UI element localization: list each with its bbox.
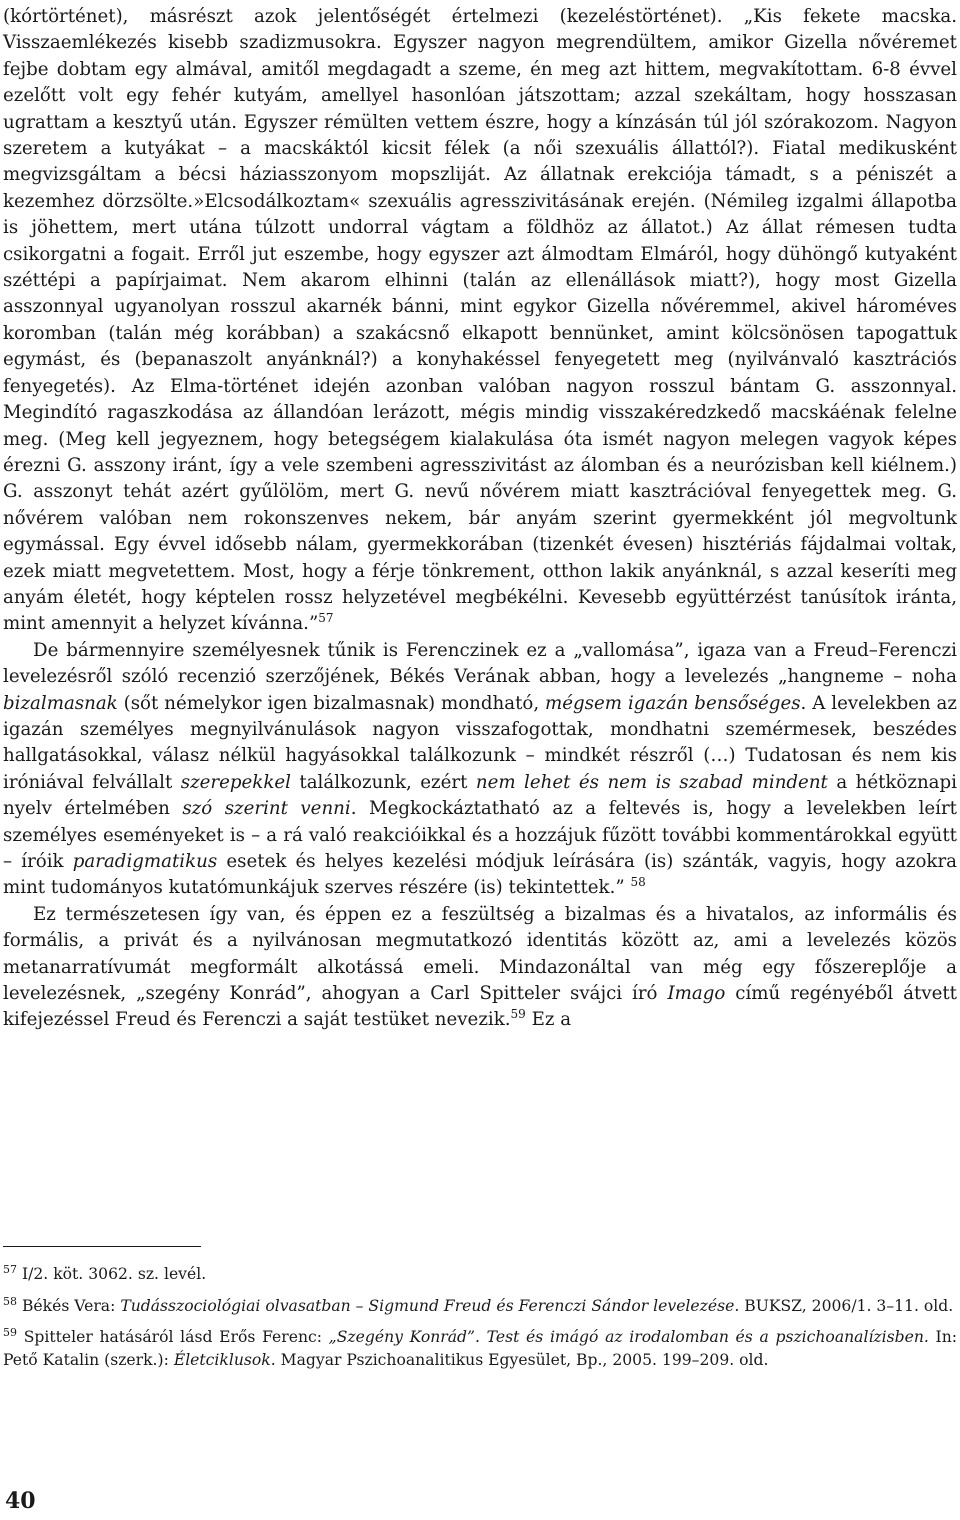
footnote-57	[3, 1263, 957, 1286]
text-run: Ez természetesen így van, és éppen ez a feszültség a bizalmas és a hivatalos, az informális és formális, a privát és a nyilvánosan megmutatkozó identitás között az, ami a levelezés közös metanarratívumát megformált alkotássá emeli. Mindazonáltal van még egy főszereplője a levelezésnek, „szegény Konrád”, ahogyan a Carl Spitteler svájci író	[3, 903, 957, 1005]
paragraph-1	[3, 4, 957, 638]
italic-text: Életciklusok.	[173, 1350, 276, 1369]
text-run: In: Pető Katalin (szerk.):	[3, 1328, 958, 1369]
italic-text: bizalmasnak	[3, 692, 118, 714]
text-run: találkozunk, ezért	[290, 771, 476, 793]
italic-text: „Szegény Konrád”. Test és imágó az irodalomban és a pszichoanalízisben.	[328, 1328, 929, 1346]
italic-text: mégsem igazán bensőséges	[545, 692, 801, 714]
footnote-ref: 59	[510, 1007, 526, 1022]
text-run: I/2. köt. 3062. sz. levél.	[17, 1265, 207, 1283]
text-run: (kórtörténet), másrészt azok jelentőségét értelmezi (kezeléstörténet). „Kis fekete macska. Visszaemlékezés kisebb szadizmusokra. Egyszer nagyon megrendültem, amikor Gizella nővéremet fejbe dobtam egy almával, amitől megdagadt a szeme, én meg azt hittem, megvakítottam. 6-8 évvel ezelőtt volt egy fehér kutyám, amellyel hasonlóan játszottam; azzal szekáltam, hogy hosszasan ugrattam a kesztyű után. Egyszer rémülten vettem észre, hogy a kínzásán túl jól szórakozom. Nagyon szeretem a kutyákat – a macskáktól kicsit félek (a női szexuális állattól?). Fiatal medikusként megvizsgáltam a bécsi háziasszonyom mopszliját. Az állatnak erekciója támadt, s a péniszét a kezemhez dörzsölte.»Elcsodálkoztam« szexuális agresszivitásának erején. (Némileg izgalmi állapotba is jöhettem, mert utána túlzott undorral vágtam a földhöz az állatot.) Az állat rémesen tudta csikorgatni a fogait. Erről jut eszembe, hogy egyszer azt álmodtam Elmáról, hogy dühöngő kutyaként széttépi a papírjaimat. Nem akarom elhinni (talán az ellenállások miatt?), hogy most Gizella asszonnyal ugyanolyan rosszul akarnék bánni, mint egykor Gizella nővéremmel, akivel hároméves koromban (talán még korábban) a szakácsnő elkapott bennünket, amint kölcsönösen tapogattuk egymást, és (bepanaszolt anyánknál?) a konyhakéssel fenyegetett meg (nyilvánvaló kasztrációs fenyegetés). Az Elma-történet idején azonban valóban nagyon rosszul bántam G. asszonnyal. Megindító ragaszkodása az állandóan lerázott, mégis mindig visszakéredzkedő macskáénak felelne meg. (Meg kell jegyeznem, hogy betegségem kialakulása óta ismét nagyon melegen vagyok képes érezni G. asszony iránt, így a vele szembeni agresszivitást az álomban és a neurózisban kell kiélnem.) G. asszonyt tehát azért gyűlölöm, mert G. nevű nővérem miatt kasztrációval fenyegettek meg. G. nővérem valóban nem rokonszenves nekem, bár anyám szerint gyermekként jól megvoltunk egymással. Egy évvel idősebb nálam, gyermekkorában (tizenkét évesen) hisztériás fájdalmai voltak, ezek miatt megvetettem. Most, hogy a férje tönkrement, otthon lakik anyánknál, s azzal keseríti meg anyám életét, hogy képtelen rossz helyzetével megbékélni. Kevesebb együttérzést tanúsítok iránta, mint amennyit a helyzet kívánna.”	[3, 6, 957, 635]
italic-text: szó szerint venni	[182, 798, 351, 820]
footnote-separator	[3, 1246, 201, 1247]
text-run: . A levelekben az igazán személyes megnyilvánulások nagyon visszafogottak, mondhatni szemérmesek, beszédes hallgatásokkal, válasz nélkül hagyásokkal találkozunk – mindkét részről (…) Tudatosan és nem kis iróniával felvállalt	[3, 692, 957, 793]
footnote-58	[3, 1295, 957, 1318]
italic-text: Imago	[667, 983, 726, 1005]
footnote-ref: 57	[3, 1263, 17, 1276]
footnote-ref: 57	[318, 611, 334, 626]
footnote-ref: 58	[630, 875, 646, 890]
italic-text: Tudásszociológiai olvasatban – Sigmund Freud és Ferenczi Sándor levelezése.	[120, 1296, 740, 1315]
footnotes	[3, 1263, 957, 1380]
footnote-ref: 59	[3, 1326, 17, 1339]
paragraph-2	[3, 638, 957, 902]
text-run: Ez a	[525, 1009, 572, 1031]
paragraph-3	[3, 902, 957, 1034]
footnote-59	[3, 1326, 957, 1371]
text-run: (sőt némelykor igen bizalmasnak) mondható,	[117, 692, 546, 714]
footnote-ref: 58	[3, 1294, 17, 1308]
text-run: a hétköznapi nyelv értelmében	[3, 771, 957, 820]
text-run: esetek és helyes kezelési módjuk leírására (is) szánták, vagyis, hogy azokra mint tudományos kutatómunkájuk szerves részére (is) tekintettek.”	[3, 851, 957, 899]
italic-text: paradigmatikus	[72, 851, 218, 872]
text-run: Spitteler hatásáról lásd Erős Ferenc:	[17, 1328, 329, 1346]
text-run: . Megkockáztatható az a feltevés is, hogy a levelekben leírt személyes eseményeket is – a rá való reakcióikkal és a hozzájuk fűzött további kommentárokkal együtt – íróik	[3, 798, 957, 872]
page-number: 40	[5, 1488, 36, 1514]
italic-text: nem lehet és nem is szabad mindent	[475, 771, 828, 793]
text-run: Magyar Pszichoanalitikus Egyesület, Bp., 2005. 199–209. old.	[275, 1350, 769, 1369]
text-run: De bármennyire személyesnek tűnik is Ferenczinek ez a „vallomása”, igaza van a Freud–Ferenczi levelezésről szóló recenzió szerzőjének, Békés Verának abban, hogy a levelezés „hangneme – noha	[3, 639, 957, 688]
body-text	[3, 4, 957, 1034]
text-run: Békés Vera:	[17, 1296, 121, 1315]
text-run: című regényéből átvett kifejezéssel Freud és Ferenczi a saját testüket nevezik.	[3, 983, 957, 1031]
italic-text: szerepekkel	[180, 771, 291, 793]
text-run: BUKSZ, 2006/1. 3–11. old.	[739, 1296, 954, 1315]
